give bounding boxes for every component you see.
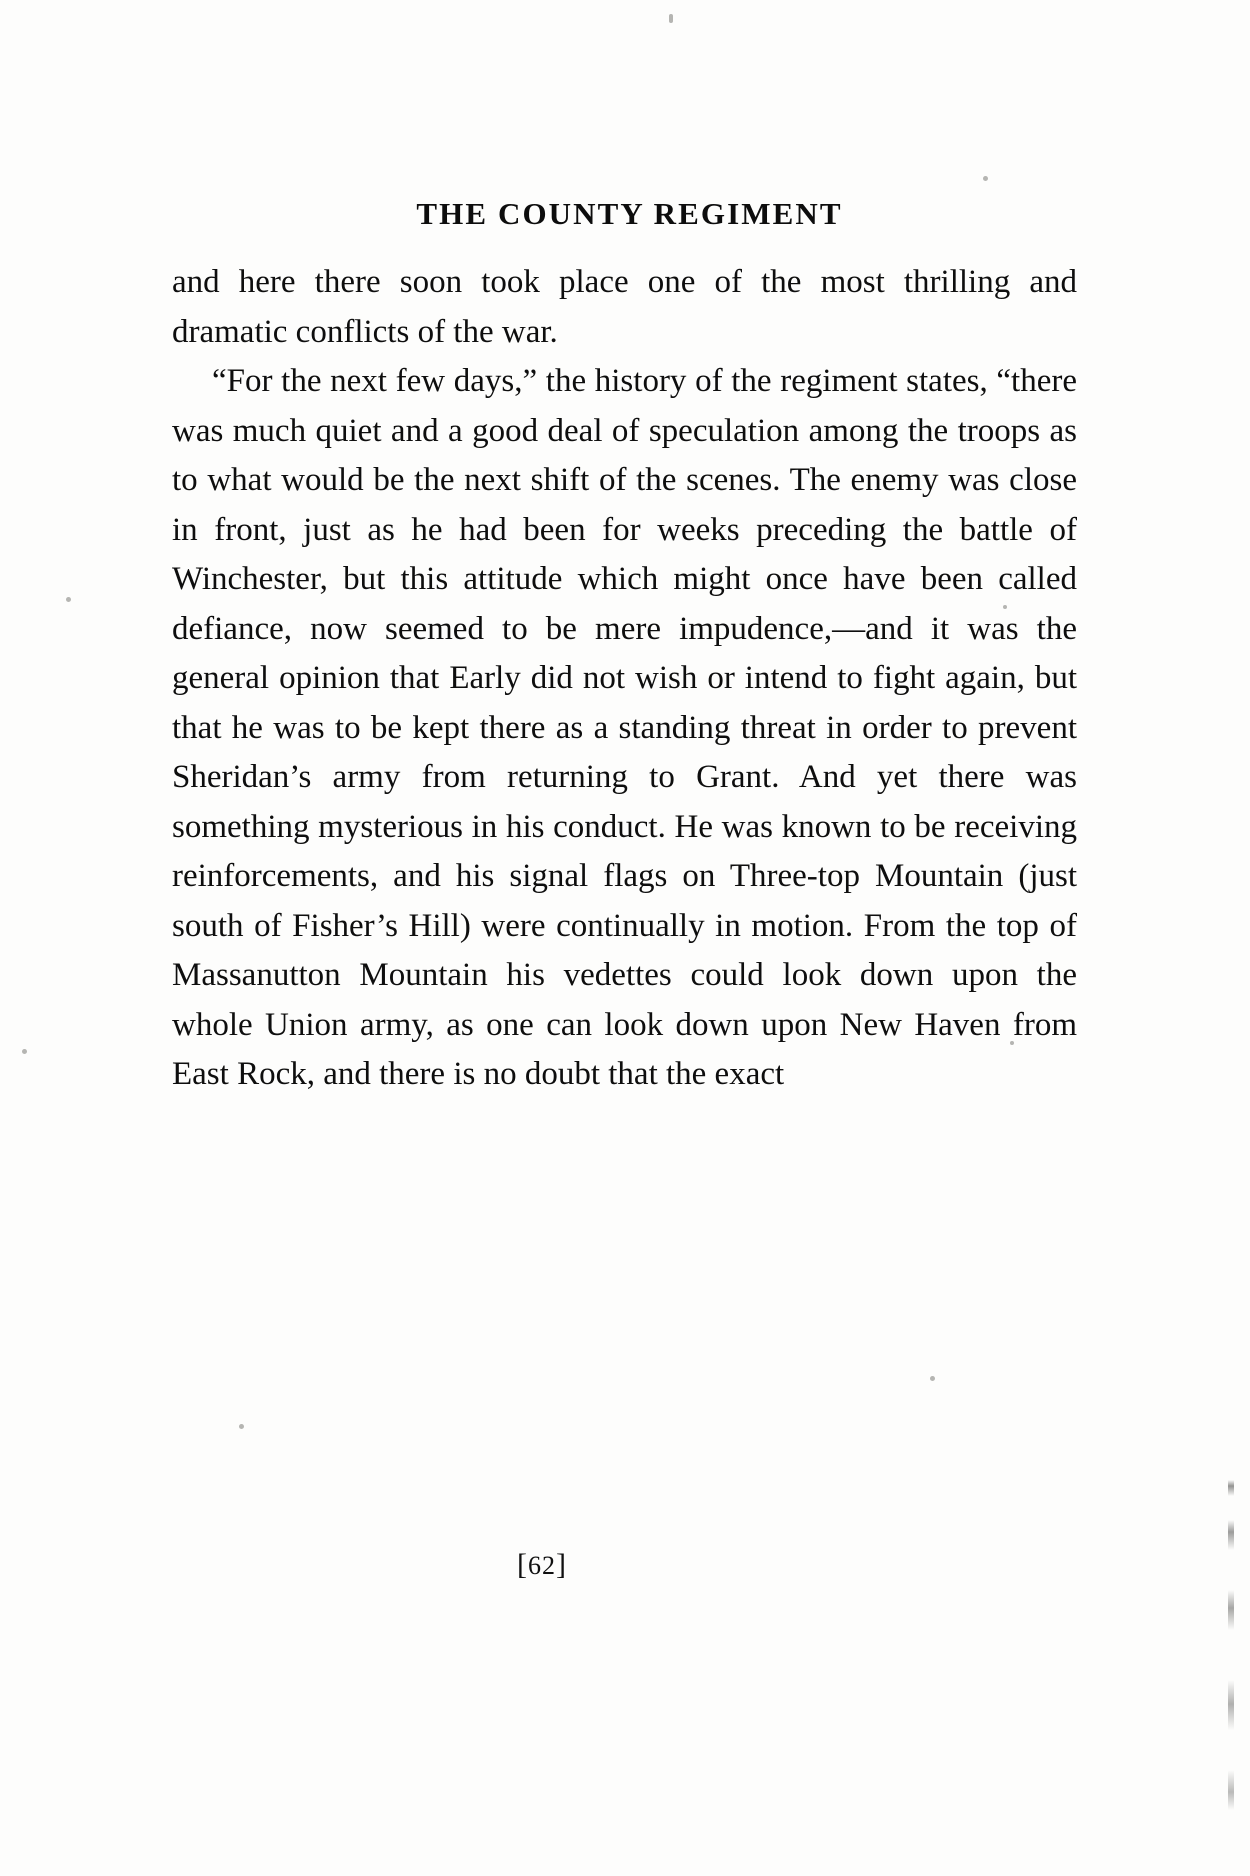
- paper-speck: [239, 1424, 244, 1429]
- page-folio: [172, 1548, 912, 1582]
- paragraph: “For the next few days,” the history of the regiment states, “there was much quiet and a good deal of speculation among the troops as to what would be the next shift of the scenes. The enemy was close in front, just as he had been for weeks preceding the battle of Winchester, but this attitude which might once have been called defiance, now seemed to be mere impudence,—and it was the general opinion that Early did not wish or intend to fight again, but that he was to be kept there as a standing threat in order to prevent Sheridan’s army from returning to Grant. And yet there was something mysterious in his conduct. He was known to be receiving reinforcements, and his signal flags on Three-top Mountain (just south of Fisher’s Hill) were continually in motion. From the top of Massanutton Mountain his vedettes could look down upon the whole Union army, as one can look down upon New Haven from East Rock, and there is no doubt that the exact: [172, 363, 1077, 1092]
- folio-number: 62: [528, 1551, 556, 1580]
- folio-bracket-open: [: [517, 1548, 528, 1581]
- folio-bracket-close: ]: [556, 1548, 567, 1581]
- paper-speck: [22, 1049, 27, 1054]
- body-copy: [172, 258, 1077, 1100]
- paragraph: and here there soon took place one of the most thrilling and dramatic conflicts of the war.: [172, 264, 1077, 350]
- page-edge-artifacts: [1228, 1480, 1234, 1810]
- paper-speck: [66, 597, 71, 602]
- page-text-block: [172, 196, 1077, 1100]
- paper-speck: [983, 176, 988, 181]
- running-head: THE COUNTY REGIMENT: [416, 196, 843, 231]
- paper-speck: [930, 1376, 935, 1381]
- paper-speck: [669, 14, 673, 23]
